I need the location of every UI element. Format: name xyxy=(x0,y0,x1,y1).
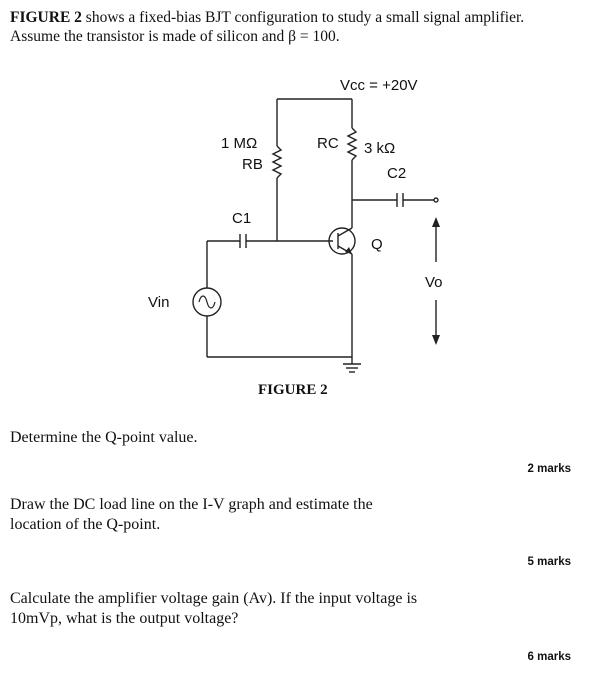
rb-name-label: RB xyxy=(242,156,263,173)
question-2-line-2: location of the Q-point. xyxy=(10,516,161,533)
intro-line-2: Assume the transistor is made of silicon and β = 100. xyxy=(10,28,340,45)
vin-label: Vin xyxy=(148,294,170,311)
vcc-label: Vcc = +20V xyxy=(340,77,418,94)
intro-line-1 xyxy=(10,8,590,27)
rc-name-label: RC xyxy=(317,135,339,152)
question-2 xyxy=(10,495,490,535)
rb-resistor xyxy=(273,146,281,178)
figure-caption: FIGURE 2 xyxy=(258,382,328,398)
c2-label: C2 xyxy=(387,165,407,182)
problem-statement xyxy=(10,8,590,46)
intro-text-1: shows a fixed-bias BJT configuration to study a small signal amplifier. xyxy=(81,9,525,26)
circuit-diagram xyxy=(0,60,599,380)
question-3-line-2: 10mVp, what is the output voltage? xyxy=(10,610,239,627)
question-1-marks: 2 marks xyxy=(527,463,571,475)
rc-value-label: 3 kΩ xyxy=(364,140,396,157)
c1-label: C1 xyxy=(232,210,252,227)
question-1: Determine the Q-point value. xyxy=(10,429,198,446)
question-3-marks: 6 marks xyxy=(527,651,571,663)
vo-arrow-down-head xyxy=(432,335,440,345)
vo-arrow-up-head xyxy=(432,217,440,227)
question-2-line-1: Draw the DC load line on the I-V graph and estimate the xyxy=(10,496,373,513)
sine-icon xyxy=(199,296,215,308)
transistor-collector-lead xyxy=(338,228,352,236)
rb-value-label: 1 MΩ xyxy=(221,135,258,152)
question-3-line-1: Calculate the amplifier voltage gain (Av). If the input voltage is xyxy=(10,590,418,607)
question-2-marks: 5 marks xyxy=(527,556,571,568)
output-terminal xyxy=(434,198,438,202)
question-3 xyxy=(10,589,490,629)
rc-resistor xyxy=(348,128,356,160)
figure-reference: FIGURE 2 xyxy=(10,9,82,26)
transistor-label: Q xyxy=(371,236,383,253)
vo-label: Vo xyxy=(425,274,443,291)
